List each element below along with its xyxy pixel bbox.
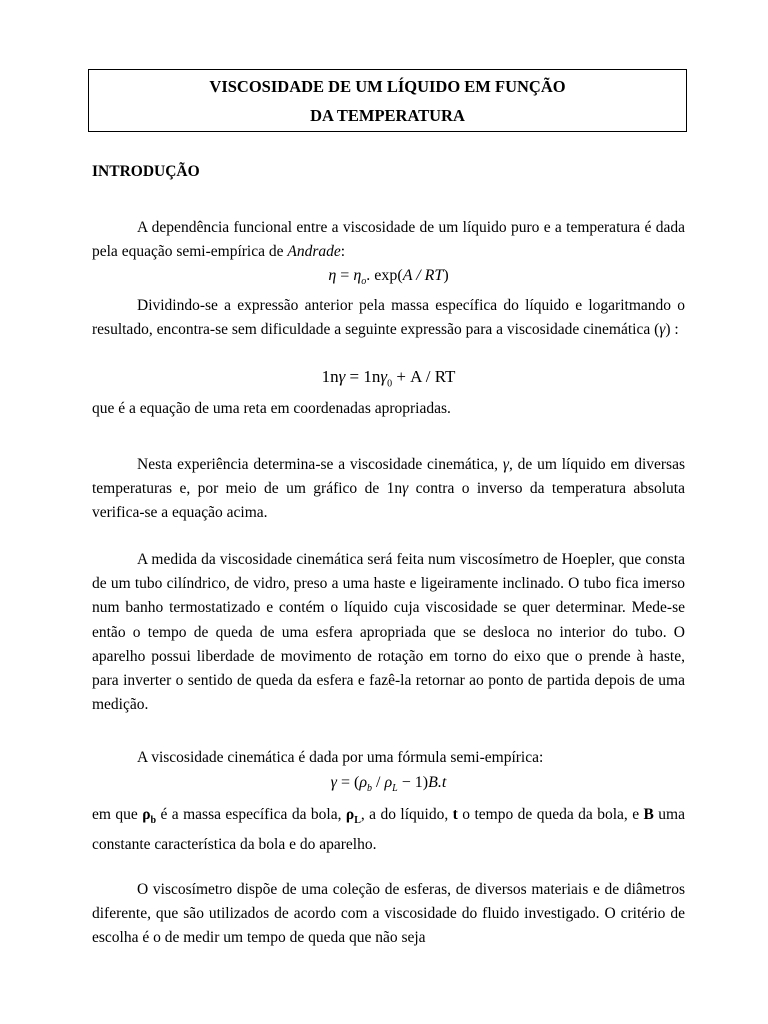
paragraph-4-c: contra o inverso da temperatura absoluta verifica-se a equação acima. — [92, 480, 685, 522]
paragraph-4-gamma: γ — [502, 456, 509, 473]
paragraph-3: que é a equação de uma reta em coordenadas apropriadas. — [92, 400, 451, 417]
paragraph-2-end: ) : — [665, 321, 679, 339]
eq1-equals: = — [336, 267, 354, 284]
eq1-eta: η — [328, 267, 337, 284]
eq3-rho-b-sub: b — [367, 783, 373, 795]
eq2-tail: + A / RT — [392, 367, 456, 386]
equation-andrade — [92, 265, 685, 293]
eq1-exp: . exp( — [366, 267, 403, 284]
paragraph-2-text: Dividindo-se a expressão anterior pela massa específica do líquido e logaritmando o resultado, encontra-se sem dificuldade a seguinte expressão para a viscosidade cinemática ( — [92, 297, 685, 339]
paragraph-4-gamma2: γ — [402, 480, 409, 498]
paragraph-7-b: é a massa específica da bola, — [156, 806, 346, 823]
paragraph-7-rho-b: ρ — [142, 806, 151, 823]
paragraph-7-e: uma constante característica da bola e do aparelho. — [92, 806, 685, 854]
eq3-minus: − 1) — [397, 774, 429, 791]
eq2-gamma2: γ — [380, 367, 388, 386]
eq2-sub: 0 — [387, 378, 393, 390]
eq2-gamma1: γ — [338, 367, 346, 386]
title-line-2: DA TEMPERATURA — [310, 106, 465, 125]
title-line-1: VISCOSIDADE DE UM LÍQUIDO EM FUNÇÃO — [209, 77, 566, 96]
paragraph-7 — [92, 803, 685, 858]
paragraph-5: A medida da viscosidade cinemática será feita num viscosímetro de Hoepler, que consta de um tubo cilíndrico, de vidro, preso a uma haste e ligeiramente inclinado. O tubo fica imerso num banho termostatizado e contém o líquido cuja viscosidade se quer determinar. Mede-se então o tempo de queda de uma esfera apropriada que se desloca no interior do tubo. O aparelho possui liberdade de movimento de rotação em torno do eixo que o prende à haste, para inverter o sentido de queda da esfera e fazê-la retornar ao ponto de partida depois de uma medição. — [92, 551, 685, 714]
paragraph-7-a: em que — [92, 806, 143, 823]
eq3-gamma: γ — [330, 774, 337, 791]
eq1-eta0-sub: o — [361, 276, 367, 288]
paragraph-7-rho-b-sub: b — [150, 815, 157, 827]
paragraph-4-b: , de um líquido em diversas temperaturas e, por meio de um gráfico de 1n — [92, 456, 685, 498]
paragraph-7-rho-l: ρ — [345, 806, 355, 823]
eq1-arg: A / RT — [402, 267, 444, 284]
eq2-ln1: 1n — [321, 367, 339, 386]
paragraph-7-t: t — [452, 806, 458, 823]
paragraph-1 — [92, 216, 685, 264]
eq3-rho-l-sub: L — [392, 783, 398, 795]
eq3-bt: B.t — [428, 774, 447, 791]
paragraph-4 — [92, 453, 685, 526]
eq3-rho-l: ρ — [384, 774, 393, 791]
eq3-a: = ( — [336, 774, 360, 791]
eq1-eta0: η — [353, 267, 362, 284]
paragraph-1-end: : — [340, 243, 346, 261]
equation-viscosity — [92, 772, 685, 800]
paragraph-2-gamma: γ — [659, 321, 666, 339]
paragraph-7-B: B — [643, 806, 654, 823]
eq2-mid: = 1n — [345, 367, 381, 386]
paragraph-7-c: , a do líquido, — [360, 806, 453, 823]
section-heading-introducao: INTRODUÇÃO — [92, 163, 200, 180]
paragraph-6: A viscosidade cinemática é dada por uma fórmula semi-empírica: — [137, 749, 544, 766]
paragraph-1-text: A dependência funcional entre a viscosidade de um líquido puro e a temperatura é dada pela equação semi-empírica de — [92, 219, 685, 261]
paragraph-2 — [92, 294, 685, 342]
title-box — [88, 69, 687, 132]
eq1-close: ) — [443, 267, 449, 284]
eq3-slash: / — [372, 774, 385, 791]
paragraph-7-d: o tempo de queda da bola, e — [457, 806, 644, 823]
paragraph-4-a: Nesta experiência determina-se a viscosidade cinemática, — [137, 456, 503, 473]
paragraph-8: O viscosímetro dispõe de uma coleção de esferas, de diversos materiais e de diâmetros diferente, que são utilizados de acordo com a viscosidade do fluido investigado. O critério de escolha é o de medir um tempo de queda que não seja — [92, 881, 685, 947]
eq3-rho-b: ρ — [359, 774, 368, 791]
andrade-name: Andrade — [287, 243, 341, 261]
equation-ln-gamma — [92, 366, 685, 395]
paragraph-7-rho-l-sub: L — [354, 815, 361, 827]
